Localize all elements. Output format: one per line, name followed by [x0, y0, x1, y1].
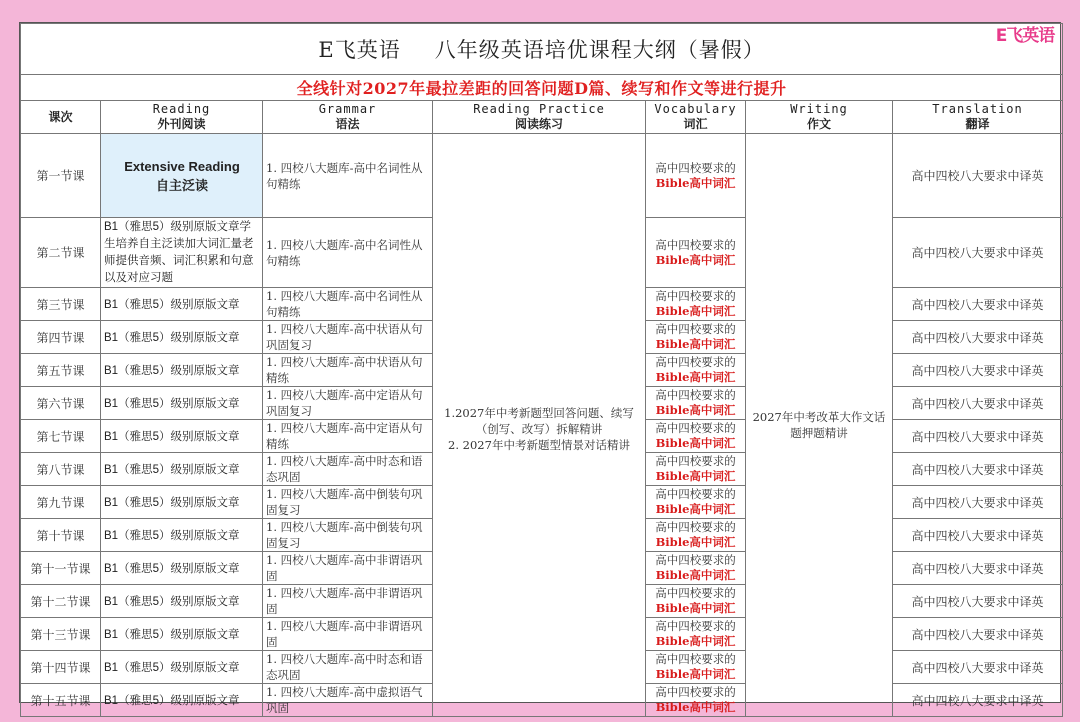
- vocabulary-highlight: Bible高中词汇: [655, 175, 736, 190]
- vocabulary-cell: [646, 387, 746, 420]
- vocabulary-highlight: Bible高中词汇: [655, 469, 736, 483]
- brand-logo: E飞英语: [995, 26, 1055, 46]
- reading-extensive-cell: [101, 134, 263, 218]
- vocabulary-text: 高中四校要求的: [655, 454, 736, 468]
- lesson-number: 第十二节课: [21, 585, 101, 618]
- vocabulary-cell: [646, 218, 746, 288]
- vocabulary-highlight: Bible高中词汇: [655, 700, 736, 714]
- reading-cell: B1（雅思5）级别原版文章: [101, 288, 263, 321]
- translation-cell: 高中四校八大要求中译英: [893, 618, 1063, 651]
- writing-line: 题押题精讲: [790, 426, 848, 440]
- grammar-cell: 1. 四校八大题库-高中名词性从句精练: [263, 134, 433, 218]
- vocabulary-cell: [646, 486, 746, 519]
- lesson-number: 第十三节课: [21, 618, 101, 651]
- reading-cell: B1（雅思5）级别原版文章学生培养自主泛读加大词汇量老师提供音频、词汇积累和句意以及对应习题: [101, 218, 263, 288]
- vocabulary-highlight: Bible高中词汇: [655, 502, 736, 516]
- vocabulary-highlight: Bible高中词汇: [655, 304, 736, 318]
- lesson-number: 第三节课: [21, 288, 101, 321]
- vocabulary-cell: [646, 618, 746, 651]
- vocabulary-highlight: Bible高中词汇: [655, 667, 736, 681]
- vocabulary-highlight: Bible高中词汇: [655, 436, 736, 450]
- vocabulary-cell: [646, 684, 746, 717]
- reading-cell: B1（雅思5）级别原版文章: [101, 387, 263, 420]
- reading-extensive-en: Extensive Reading: [124, 158, 240, 174]
- writing-line: 2027年中考改革大作文话: [752, 410, 886, 424]
- reading-practice-line: 1.2027年中考新题型回答问题、续写: [444, 406, 634, 420]
- grammar-cell: 1. 四校八大题库-高中时态和语态巩固: [263, 453, 433, 486]
- vocabulary-cell: [646, 453, 746, 486]
- vocabulary-cell: [646, 552, 746, 585]
- translation-cell: 高中四校八大要求中译英: [893, 288, 1063, 321]
- lesson-number: 第五节课: [21, 354, 101, 387]
- reading-practice-cell: [433, 134, 646, 717]
- vocabulary-text: 高中四校要求的: [655, 388, 736, 402]
- vocabulary-text: 高中四校要求的: [655, 160, 736, 175]
- vocabulary-text: 高中四校要求的: [655, 355, 736, 369]
- page-subtitle: 全线针对2027年最拉差距的回答问题D篇、续写和作文等进行提升: [21, 75, 1063, 101]
- lesson-row: [21, 134, 1063, 218]
- lesson-number: 第十一节课: [21, 552, 101, 585]
- reading-cell: B1（雅思5）级别原版文章: [101, 684, 263, 717]
- page-title: [21, 24, 1063, 75]
- reading-practice-line: 2. 2027年中考新题型情景对话精讲: [448, 438, 630, 452]
- header-writing: Writing 作文: [746, 101, 893, 134]
- lesson-number: 第七节课: [21, 420, 101, 453]
- lesson-number: 第四节课: [21, 321, 101, 354]
- translation-cell: 高中四校八大要求中译英: [893, 218, 1063, 288]
- vocabulary-text: 高中四校要求的: [655, 586, 736, 600]
- vocabulary-text: 高中四校要求的: [655, 619, 736, 633]
- vocabulary-text: 高中四校要求的: [655, 322, 736, 336]
- translation-cell: 高中四校八大要求中译英: [893, 354, 1063, 387]
- vocabulary-cell: [646, 354, 746, 387]
- reading-cell: B1（雅思5）级别原版文章: [101, 486, 263, 519]
- grammar-cell: 1. 四校八大题库-高中时态和语态巩固: [263, 651, 433, 684]
- vocabulary-highlight: Bible高中词汇: [655, 370, 736, 384]
- vocabulary-text: 高中四校要求的: [655, 237, 736, 252]
- grammar-cell: 1. 四校八大题库-高中定语从句巩固复习: [263, 387, 433, 420]
- translation-cell: 高中四校八大要求中译英: [893, 387, 1063, 420]
- reading-cell: B1（雅思5）级别原版文章: [101, 552, 263, 585]
- reading-cell: B1（雅思5）级别原版文章: [101, 453, 263, 486]
- reading-practice-line: （创写、改写）拆解精讲: [475, 422, 603, 436]
- header-reading-practice: Reading Practice 阅读练习: [433, 101, 646, 134]
- lesson-number: 第八节课: [21, 453, 101, 486]
- vocabulary-highlight: Bible高中词汇: [655, 337, 736, 351]
- grammar-cell: 1. 四校八大题库-高中倒装句巩固复习: [263, 486, 433, 519]
- translation-cell: 高中四校八大要求中译英: [893, 552, 1063, 585]
- lesson-number: 第九节课: [21, 486, 101, 519]
- grammar-cell: 1. 四校八大题库-高中名词性从句精练: [263, 218, 433, 288]
- header-reading: Reading 外刊阅读: [101, 101, 263, 134]
- vocabulary-cell: [646, 321, 746, 354]
- lesson-number: 第十四节课: [21, 651, 101, 684]
- vocabulary-highlight: Bible高中词汇: [655, 535, 736, 549]
- lesson-number: 第二节课: [21, 218, 101, 288]
- vocabulary-text: 高中四校要求的: [655, 289, 736, 303]
- vocabulary-cell: [646, 585, 746, 618]
- vocabulary-text: 高中四校要求的: [655, 652, 736, 666]
- syllabus-table: [20, 23, 1063, 717]
- syllabus-sheet: [19, 22, 1061, 715]
- vocabulary-highlight: Bible高中词汇: [655, 634, 736, 648]
- header-lesson: 课次: [21, 101, 101, 134]
- reading-cell: B1（雅思5）级别原版文章: [101, 354, 263, 387]
- vocabulary-highlight: Bible高中词汇: [655, 601, 736, 615]
- vocabulary-text: 高中四校要求的: [655, 421, 736, 435]
- lesson-number: 第六节课: [21, 387, 101, 420]
- vocabulary-cell: [646, 420, 746, 453]
- reading-cell: B1（雅思5）级别原版文章: [101, 321, 263, 354]
- title-course: 八年级英语培优课程大纲（暑假）: [434, 38, 765, 62]
- lesson-number: 第十五节课: [21, 684, 101, 717]
- translation-cell: 高中四校八大要求中译英: [893, 585, 1063, 618]
- reading-cell: B1（雅思5）级别原版文章: [101, 585, 263, 618]
- reading-cell: B1（雅思5）级别原版文章: [101, 618, 263, 651]
- header-grammar: Grammar 语法: [263, 101, 433, 134]
- title-brand: E飞英语: [318, 38, 401, 62]
- vocabulary-text: 高中四校要求的: [655, 685, 736, 699]
- vocabulary-cell: [646, 519, 746, 552]
- grammar-cell: 1. 四校八大题库-高中非谓语巩固: [263, 552, 433, 585]
- grammar-cell: 1. 四校八大题库-高中名词性从句精练: [263, 288, 433, 321]
- reading-cell: B1（雅思5）级别原版文章: [101, 651, 263, 684]
- reading-extensive-zh: 自主泛读: [155, 177, 208, 193]
- translation-cell: 高中四校八大要求中译英: [893, 486, 1063, 519]
- grammar-cell: 1. 四校八大题库-高中非谓语巩固: [263, 618, 433, 651]
- reading-cell: B1（雅思5）级别原版文章: [101, 420, 263, 453]
- vocabulary-cell: [646, 651, 746, 684]
- vocabulary-highlight: Bible高中词汇: [655, 252, 736, 267]
- grammar-cell: 1. 四校八大题库-高中非谓语巩固: [263, 585, 433, 618]
- header-vocabulary: Vocabulary 词汇: [646, 101, 746, 134]
- vocabulary-highlight: Bible高中词汇: [655, 403, 736, 417]
- grammar-cell: 1. 四校八大题库-高中状语从句巩固复习: [263, 321, 433, 354]
- translation-cell: 高中四校八大要求中译英: [893, 651, 1063, 684]
- reading-cell: B1（雅思5）级别原版文章: [101, 519, 263, 552]
- grammar-cell: 1. 四校八大题库-高中状语从句精练: [263, 354, 433, 387]
- header-translation: Translation 翻译: [893, 101, 1063, 134]
- header-row: [21, 101, 1063, 134]
- translation-cell: 高中四校八大要求中译英: [893, 519, 1063, 552]
- translation-cell: 高中四校八大要求中译英: [893, 684, 1063, 717]
- grammar-cell: 1. 四校八大题库-高中虚拟语气巩固: [263, 684, 433, 717]
- lesson-number: 第十节课: [21, 519, 101, 552]
- grammar-cell: 1. 四校八大题库-高中倒装句巩固复习: [263, 519, 433, 552]
- vocabulary-text: 高中四校要求的: [655, 487, 736, 501]
- translation-cell: 高中四校八大要求中译英: [893, 420, 1063, 453]
- vocabulary-cell: [646, 288, 746, 321]
- vocabulary-text: 高中四校要求的: [655, 520, 736, 534]
- lesson-number: 第一节课: [21, 134, 101, 218]
- grammar-cell: 1. 四校八大题库-高中定语从句精练: [263, 420, 433, 453]
- vocabulary-cell: [646, 134, 746, 218]
- translation-cell: 高中四校八大要求中译英: [893, 134, 1063, 218]
- translation-cell: 高中四校八大要求中译英: [893, 321, 1063, 354]
- vocabulary-text: 高中四校要求的: [655, 553, 736, 567]
- writing-cell: [746, 134, 893, 717]
- vocabulary-highlight: Bible高中词汇: [655, 568, 736, 582]
- translation-cell: 高中四校八大要求中译英: [893, 453, 1063, 486]
